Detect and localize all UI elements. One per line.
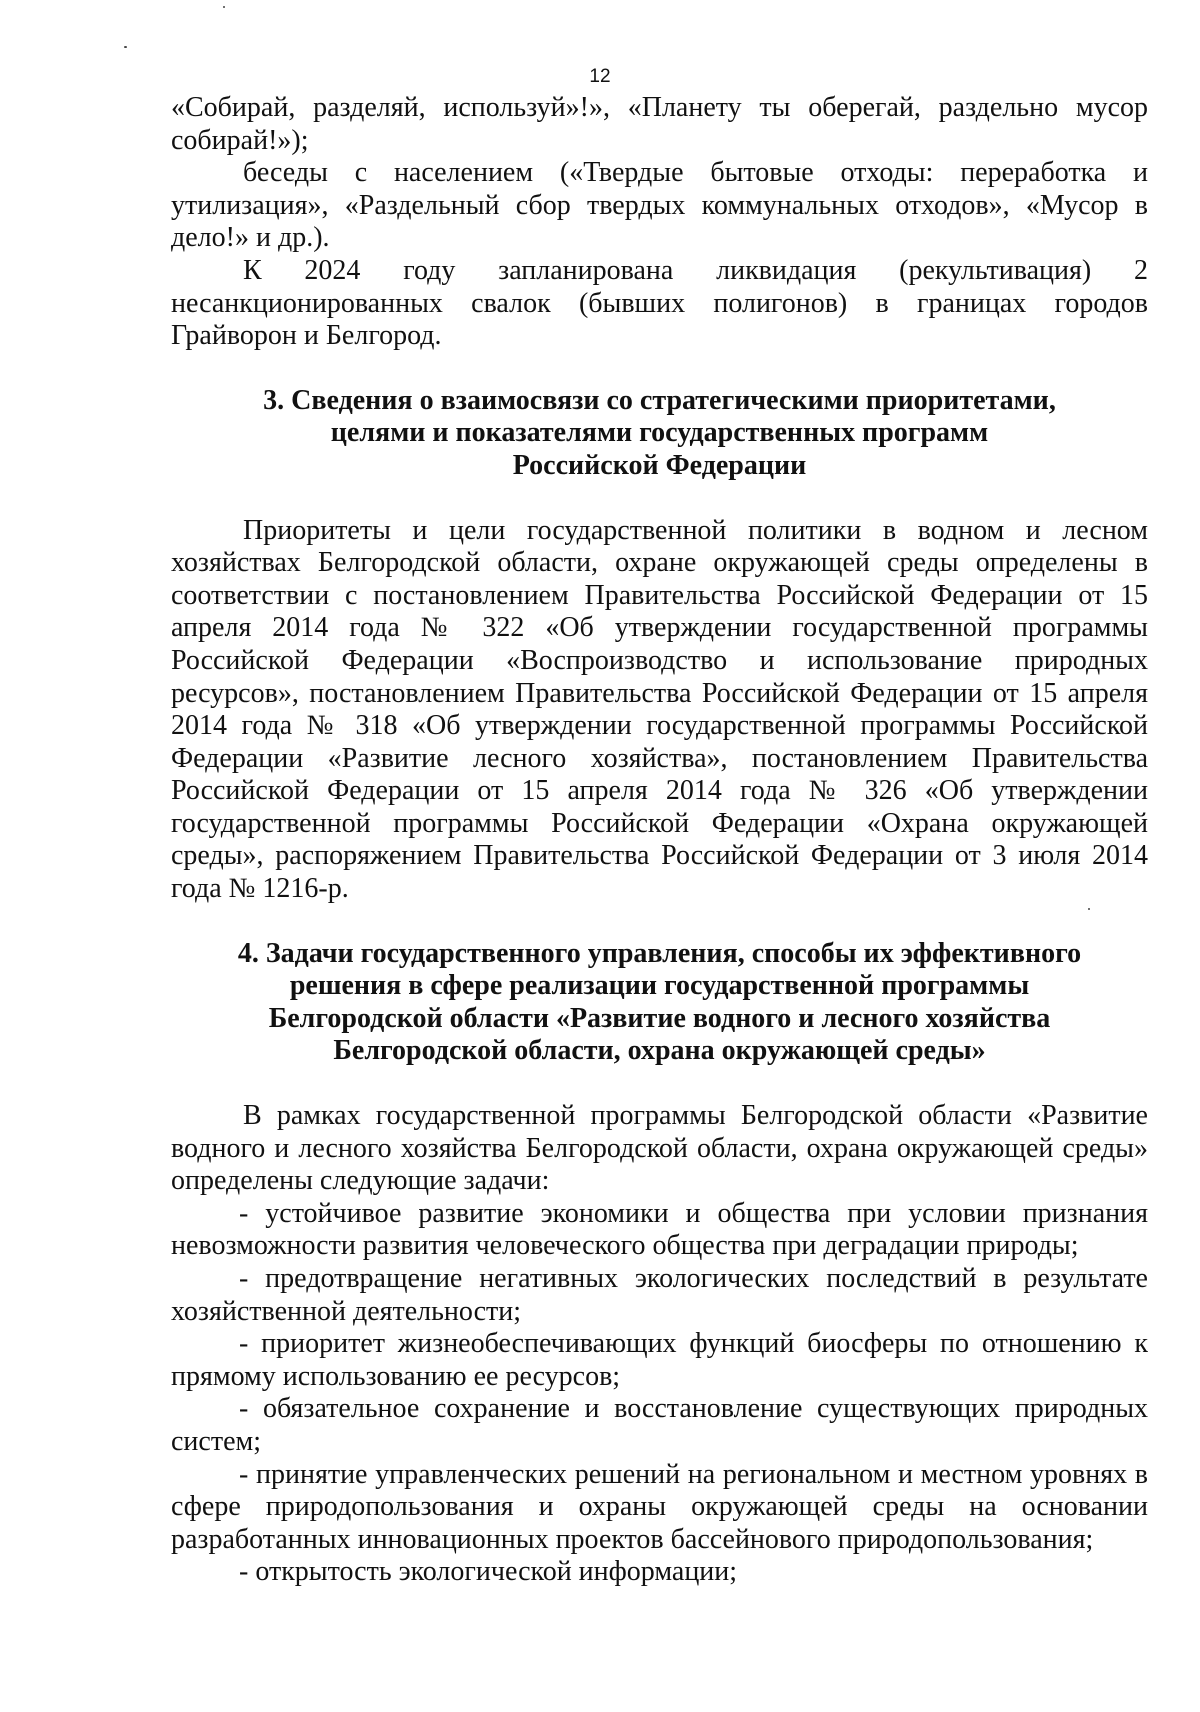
heading-line: Белгородской области, охрана окружающей среды» [333,1035,986,1067]
task-item: - обязательное сохранение и восстановление существующих природных систем; [171,1393,1148,1457]
section-4-heading [171,938,1148,1068]
scan-speck [223,6,225,8]
paragraph-slogans: «Собирай, разделяй, используй»!», «Планету ты оберегай, раздельно мусор собирай!»); [171,92,1148,156]
task-item: - устойчивое развитие экономики и общества при условии признания невозможности развития человеческого общества при деградации природы; [171,1197,1148,1262]
paragraph-talks: беседы с населением («Твердые бытовые отходы: переработка и утилизация», «Раздельный сбор твердых коммунальных отходов», «Мусор в дело!» и др.). [171,157,1148,254]
spacer [171,1068,1148,1100]
spacer [171,353,1148,385]
heading-line: решения в сфере реализации государственной программы [289,970,1030,1002]
heading-line: целями и показателями государственных программ [330,417,989,449]
heading-line: 4. Задачи государственного управления, способы их эффективного [237,937,1082,969]
section-3-heading [171,385,1148,483]
document-body [171,92,1148,1589]
page-number: 12 [589,66,611,87]
paragraph-landfills: К 2024 году запланирована ликвидация (рекультивация) 2 несанкционированных свалок (бывших полигонов) в границах городов Грайворон и Белгород. [171,254,1148,352]
section-3-paragraph: Приоритеты и цели государственной политики в водном и лесном хозяйствах Белгородской области, охране окружающей среды определены в соответствии с постановлением Правительства Российской Федерации от 15 апреля 2014 года № 322 «Об утверждении государственной программы Российской Федерации «Воспроизводство и использование природных ресурсов», постановлением Правительства Российской Федерации от 15 апреля 2014 года № 318 «Об утверждении государственной программы Российской Федерации «Развитие лесного хозяйства», постановлением Правительства Российской Федерации от 15 апреля 2014 года № 326 «Об утверждении государственной программы Российской Федерации «Охрана окружающей среды», распоряжением Правительства Российской Федерации от 3 июля 2014 года № 1216-р. [171,514,1148,905]
heading-line: Российской Федерации [512,449,807,481]
heading-line: 3. Сведения о взаимосвязи со стратегическими приоритетами, [263,384,1056,416]
spacer [171,483,1148,515]
heading-line: Белгородской области «Развитие водного и лесного хозяйства [268,1002,1051,1034]
task-item: - предотвращение негативных экологических последствий в результате хозяйственной деятельности; [171,1263,1148,1327]
task-item: - открытость экологической информации; [239,1556,738,1588]
section-4-intro: В рамках государственной программы Белгородской области «Развитие водного и лесного хозяйства Белгородской области, охрана окружающей среды» определены следующие задачи: [171,1100,1148,1197]
task-item: - принятие управленческих решений на региональном и местном уровнях в сфере природопользования и охраны окружающей среды на основании разработанных инновационных проектов бассейнового природопользования; [171,1458,1148,1555]
spacer [171,906,1148,938]
task-item: - приоритет жизнеобеспечивающих функций биосферы по отношению к прямому использованию ее ресурсов; [171,1328,1148,1392]
scan-speck [124,46,127,48]
